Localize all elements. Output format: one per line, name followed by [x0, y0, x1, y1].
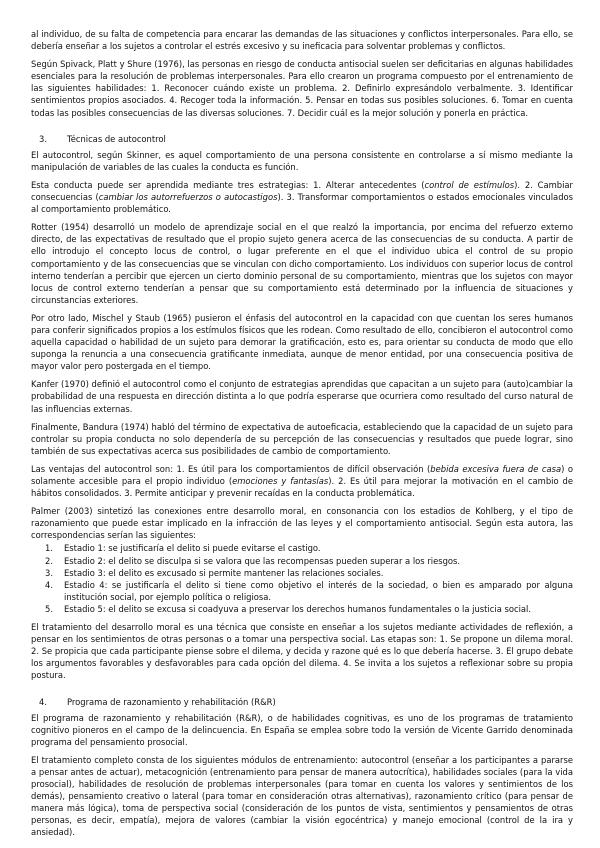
list-text: Estadio 1: se justificaría el delito si puede evitarse el castigo.: [64, 543, 321, 554]
italic-text: bebida excesiva fuera de casa: [430, 463, 562, 474]
text-run: ). 2. Cambiar consecuencias (: [31, 179, 574, 203]
stages-list: [31, 542, 573, 615]
paragraph-bandura: Finalmente, Bandura (1974) habló del término de expectativa de autoeficacia, estableciendo que la capacidad de un sujeto para controlar su propia conducta no solo dependería de su percepción de las consecuencias y resultados que puede lograr, sino también de sus expectativas acerca sus posibilidades de cambio de comportamiento.: [31, 421, 573, 456]
italic-text: control de estímulos: [424, 179, 515, 190]
text-run: ). 2. Es útil para mejorar la motivación en el cambio de hábitos consolidados. 3. Permite anticipar y prevenir recaídas en la conducta problemática.: [31, 476, 573, 499]
paragraph-kanfer: Kanfer (1970) definió el autocontrol como el conjunto de estrategias aprendidas que capacitan a un sujeto para (auto)cambiar la probabilidad de una respuesta en dirección distinta a lo que podría esperarse que ocurriera como resultado del curso natural de las influencias externas.: [31, 379, 573, 414]
list-number: 1.: [45, 543, 53, 554]
section-3-title: Técnicas de autocontrol: [67, 133, 166, 144]
paragraph-skinner: El autocontrol, según Skinner, es aquel comportamiento de una persona consistente en controlarse a sí mismo mediante la manipulación de variables de las cuales la conducta es función.: [31, 149, 573, 172]
list-item: [45, 542, 573, 554]
paragraph-rotter: Rotter (1954) desarrolló un modelo de aprendizaje social en el que realzó la importancia, por encima del refuerzo externo directo, de las expectativas de resultado que el propio sujeto genera acerca de las consecuencias de su conducta. A partir de ello introdujo el concepto locus de control, o lugar preferente en el que el individuo ubica el control de su propio comportamiento y de las consecuencias que se vinculan con dicho comportamiento. Los individuos con superior locus de control interno tenderían a percibir que ejercen un cierto dominio personal de su comportamiento, mientras que los sujetos con mayor locus de control externo tenderían a pensar que su comportamiento está determinado por la influencia de situaciones y circunstancias exteriores.: [31, 222, 573, 305]
paragraph-estrategias: [31, 179, 573, 215]
list-number: 4.: [45, 579, 53, 590]
paragraph-competencia: al individuo, de su falta de competencia para encarar las demandas de las situaciones y conflictos interpersonales. Para ello, se debería enseñar a los sujetos a controlar el estrés excesivo y su ineficacia para solventar problemas y conflictos.: [31, 29, 573, 52]
text-run: Las ventajas del autocontrol son: 1. Es útil para los comportamientos de difícil observación (: [31, 463, 431, 474]
list-item: [45, 555, 573, 567]
list-number: 5.: [45, 603, 53, 614]
paragraph-palmer: Palmer (2003) sintetizó las conexiones entre desarrollo moral, en consonancia con los estadios de Kohlberg, y el tipo de razonamiento que puede estar implicado en la infracción de las leyes y el comportamiento antisocial. Según esta autora, las correspondencias serían las siguientes:: [31, 506, 573, 541]
section-4-number: 4.: [39, 696, 47, 707]
paragraph-rr-programa: El programa de razonamiento y rehabilitación (R&R), o de habilidades cognitivas, es uno de los programas de tratamiento cognitivo pioneros en el campo de la delincuencia. En España se emplea sobre todo la versión de Vicente Garrido denominada programa del pensamiento prosocial.: [31, 712, 573, 747]
list-text: Estadio 2: el delito se disculpa si se valora que las recompensas pueden superar a los riesgos.: [64, 555, 461, 566]
list-item: [45, 603, 573, 615]
section-3-heading: [31, 133, 573, 145]
italic-text: emociones y fantasías: [232, 476, 329, 486]
italic-text: cambiar los autorrefuerzos o autocastigos: [98, 192, 278, 203]
paragraph-ventajas: [31, 463, 573, 499]
list-text: Estadio 3: el delito es excusado si permite mantener las relaciones sociales.: [64, 567, 384, 578]
list-item: [45, 567, 573, 579]
section-4-heading: [31, 696, 573, 708]
section-3-number: 3.: [39, 133, 47, 144]
list-number: 2.: [45, 555, 53, 566]
section-4-title: Programa de razonamiento y rehabilitación (R&R): [67, 696, 276, 707]
list-number: 3.: [45, 567, 53, 578]
paragraph-mischel: Por otro lado, Mischel y Staub (1965) pusieron el énfasis del autocontrol en la capacidad con que cuentan los seres humanos para conferir significados propios a los estímulos físicos que les rodean. Como resultado de ello, concibieron el autocontrol como aquella capacidad o habilidad de un sujeto para demorar la gratificación, esto es, para orientar su conducta de modo que ello suponga la renuncia a una consecuencia gratificante inmediata, aunque de menor entidad, por una consecuencia positiva de mayor valor pero postergada en el tiempo.: [31, 312, 573, 372]
paragraph-spivack: Según Spivack, Platt y Shure (1976), las personas en riesgo de conducta antisocial suelen ser deficitarias en algunas habilidades esenciales para la resolución de problemas interpersonales. Para ello crearon un programa compuesto por el entrenamiento de las siguientes habilidades: 1. Reconocer cuándo existe un problema. 2. Definirlo expresándolo verbalmente. 3. Identificar sentimientos propios asociados. 4. Recoger toda la información. 5. Pensar en todas sus posibles soluciones. 6. Tomar en cuenta todas las posibles consecuencias de las diversas soluciones. 7. Decidir cuál es la mejor solución y ponerla en práctica.: [31, 59, 573, 118]
list-text: Estadio 4: se justificaría el delito si tiene como objetivo el interés de la sociedad, o bien es amparado por alguna institución social, por ejemplo política o religiosa.: [64, 579, 573, 602]
text-run: ). 3. Transformar comportamientos o estados emocionales vinculados al comportamiento problemático.: [31, 192, 573, 215]
text-run: Esta conducta puede ser aprendida mediante tres estrategias: 1. Alterar antecedentes (: [31, 179, 425, 190]
paragraph-desarrollo-moral: El tratamiento del desarrollo moral es una técnica que consiste en enseñar a los sujetos mediante actividades de reflexión, a pensar en los sentimientos de otras personas o a tomar una perspectiva social. Las etapas son: 1. Se propone un dilema moral. 2. Se propicia que cada participante piense sobre el dilema, y decida y razone qué es lo que debería hacerse. 3. El grupo debate los argumentos favorables y desfavorables para cada opción del dilema. 4. Se invita a los sujetos a reflexionar sobre su propia postura.: [31, 622, 573, 681]
list-item: [45, 579, 573, 603]
list-text: Estadio 5: el delito se excusa si coadyuva a preservar los derechos humanos fundamentales o la justicia social.: [64, 603, 532, 614]
text-run: ) o solamente accesible para el propio individuo (: [31, 463, 573, 486]
paragraph-rr-modulos: El tratamiento completo consta de los siguientes módulos de entrenamiento: autocontrol (enseñar a los participantes a pararse a pensar antes de actuar), metacognición (entrenamiento para pensar de manera autocrítica), habilidades sociales (para la vida prosocial), habilidades de resolución de problemas interpersonales (para tomar en cuenta los valores y sentimientos de los demás), pensamiento creativo o lateral (para tomar en consideración otras alternativas), razonamiento crítico (para pensar de manera más lógica), toma de perspectiva social (consideración de los puntos de vista, sentimientos y pensamientos de otras personas, es decir, empatía), mejora de valores (cambiar la visión egocéntrica) y manejo emocional (control de la ira y ansiedad).: [31, 754, 573, 838]
